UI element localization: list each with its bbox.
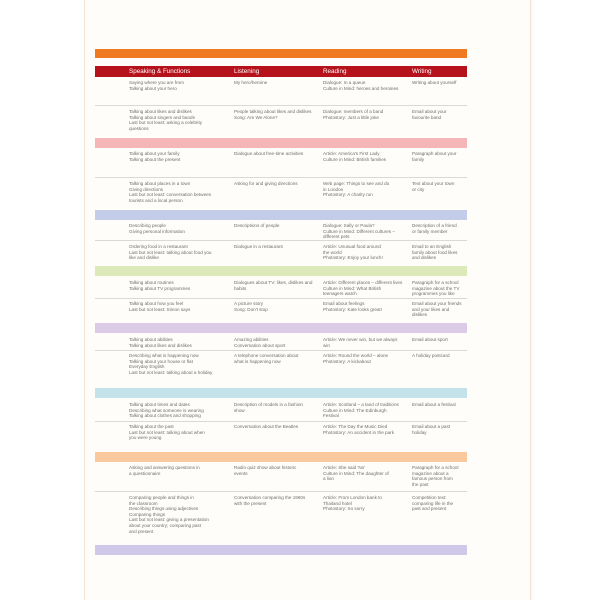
speaking-cell <box>129 244 229 261</box>
reading-cell <box>323 223 407 240</box>
listening-cell <box>234 495 320 506</box>
writing-cell <box>412 223 470 234</box>
cell-line: Article: From London bank to <box>323 495 382 500</box>
cell-line: Dialogues about TV: likes, dislikes and <box>234 280 313 285</box>
cell-line: a questionnaire <box>129 470 161 476</box>
cell-line: Talking about abilities <box>129 337 173 342</box>
reading-cell <box>323 402 407 419</box>
cell-line: and present <box>129 528 154 534</box>
cell-line: events <box>234 470 248 476</box>
cell-line: Paragraph for a school <box>412 465 459 470</box>
listening-cell <box>234 465 320 476</box>
cell-line: Festival <box>323 413 339 419</box>
cell-line: teenagers watch <box>323 291 357 297</box>
unit-divider-band <box>95 138 467 148</box>
cell-line: about your country; comparing past <box>129 522 202 528</box>
cell-line: Paragraph for a school <box>412 280 459 285</box>
speaking-cell <box>129 495 229 534</box>
cell-line: People talking about likes and dislikes <box>234 109 312 114</box>
reading-cell <box>323 353 407 364</box>
cell-line: you were young <box>129 435 162 441</box>
cell-line: Last but not least: Simon says <box>129 306 191 312</box>
cell-line: and your likes and <box>412 306 450 312</box>
cell-line: family <box>412 156 424 162</box>
cell-line: magazine about the TV <box>412 285 460 291</box>
listening-cell <box>234 181 320 187</box>
cell-line: the world <box>323 249 342 255</box>
cell-line: Email about your <box>412 109 447 114</box>
speaking-cell <box>129 337 229 348</box>
cell-line: Writing about yourself <box>412 80 457 85</box>
cell-line: Photostory: Just a little joke <box>323 114 379 120</box>
speaking-cell <box>129 465 229 476</box>
cell-line: with the present <box>234 500 267 506</box>
speaking-cell <box>129 109 229 131</box>
speaking-cell <box>129 301 229 312</box>
cell-line: like and dislike <box>129 255 159 261</box>
row-separator <box>95 491 467 492</box>
cell-line: Photostory: A charity run <box>323 192 373 198</box>
cell-line: Giving directions <box>129 186 163 192</box>
cell-line: Article: Round the world – alone <box>323 353 389 358</box>
reading-cell <box>323 80 407 91</box>
reading-cell <box>323 280 407 297</box>
writing-cell <box>412 181 470 192</box>
cell-line: Article: The Day the Music Died <box>323 424 388 429</box>
cell-line: Asking for and giving directions <box>234 181 298 186</box>
cell-line: habits <box>234 285 247 291</box>
cell-line: Thailand hotel <box>323 500 352 506</box>
cell-line: Talking about the past <box>129 424 174 429</box>
unit-divider-band <box>95 452 467 462</box>
cell-line: Description of a friend <box>412 223 457 228</box>
cell-line: A telephone conversation about <box>234 353 299 358</box>
cell-line: Photostory: A kickabout <box>323 358 371 364</box>
cell-line: Email about feelings <box>323 301 365 306</box>
cell-line: or city <box>412 186 425 192</box>
cell-line: My hero/heroine <box>234 80 268 85</box>
cell-line: Radio quiz show about historic <box>234 465 297 470</box>
speaking-cell <box>129 80 229 91</box>
cell-line: Comparing people and things in <box>129 495 194 500</box>
speaking-cell <box>129 181 229 203</box>
cell-line: Talking about how you feel <box>129 301 184 306</box>
writing-cell <box>412 424 470 435</box>
cell-line: Description of models in a fashion <box>234 402 303 407</box>
cell-line: programmes you like <box>412 291 455 297</box>
cell-line: Describing what is happening now <box>129 353 199 358</box>
speaking-cell <box>129 280 229 291</box>
textbook-page <box>85 0 530 600</box>
listening-cell <box>234 353 320 364</box>
cell-line: Email about a past <box>412 424 451 429</box>
row-separator <box>95 421 467 422</box>
cell-line: magazine about a <box>412 470 449 476</box>
cell-line: Article: Scotland – a land of traditions <box>323 402 399 407</box>
cell-line: the past <box>412 481 429 487</box>
cell-line: family about food likes <box>412 249 458 255</box>
cell-line: Descriptions of people <box>234 223 280 228</box>
cell-line: Web page: Things to see and do <box>323 181 390 186</box>
cell-line: Asking and answering questions in <box>129 465 200 470</box>
speaking-cell <box>129 151 229 162</box>
reading-cell <box>323 301 407 312</box>
listening-cell <box>234 151 320 157</box>
cell-line: what is happening now <box>234 358 281 364</box>
cell-line: show <box>234 407 245 413</box>
cell-line: Culture in Mind: The daughter of <box>323 470 389 476</box>
cell-line: Culture in Mind: Different cultures – <box>323 228 395 234</box>
header-listening: Listening <box>234 68 260 75</box>
listening-cell <box>234 337 320 348</box>
cell-line: Talking about clothes and shopping <box>129 413 201 419</box>
cell-line: Describing things using adjectives <box>129 506 199 512</box>
cell-line: Last but not least: talking about a holiday <box>129 369 213 375</box>
writing-cell <box>412 151 470 162</box>
listening-cell <box>234 223 320 229</box>
row-separator <box>95 298 467 299</box>
writing-cell <box>412 337 470 343</box>
cell-line: Giving personal information <box>129 228 185 234</box>
cell-line: Amazing abilities <box>234 337 269 342</box>
cell-line: Article: She said 'No' <box>323 465 366 470</box>
cell-line: or family member <box>412 228 448 234</box>
cell-line: in London <box>323 186 344 192</box>
listening-cell <box>234 109 320 120</box>
orange-top-band <box>95 49 467 58</box>
cell-line: Dialogue: members of a band <box>323 109 384 114</box>
row-separator <box>95 105 467 106</box>
cell-line: Talking about the present <box>129 156 181 162</box>
cell-line: comparing life in the <box>412 500 454 506</box>
cell-line: past and present <box>412 506 447 512</box>
reading-cell <box>323 337 407 348</box>
cell-line: dislikes <box>412 312 428 318</box>
cell-line: Saying where you are from <box>129 80 184 85</box>
cell-line: Last but not least: giving a presentation <box>129 517 209 523</box>
cell-line: Talking about places in a town <box>129 181 191 186</box>
writing-cell <box>412 495 470 512</box>
cell-line: Article: America's First Lady <box>323 151 380 156</box>
cell-line: Last but not least: asking a celebrity <box>129 120 203 126</box>
header-speaking-functions: Speaking & Functions <box>129 68 191 75</box>
cell-line: Talking about singers and bands <box>129 114 195 120</box>
cell-line: Talking about your hero <box>129 85 177 91</box>
writing-cell <box>412 353 470 359</box>
cell-line: questions <box>129 125 149 131</box>
unit-divider-band <box>95 210 467 220</box>
cell-line: Song: Are We Alone? <box>234 114 278 120</box>
cell-line: Photostory: So sorry <box>323 506 365 512</box>
cell-line: Everyday English <box>129 364 165 370</box>
cell-line: famous person from <box>412 476 453 482</box>
cell-line: holiday <box>412 429 427 435</box>
reading-cell <box>323 244 407 261</box>
cell-line: Comparing things <box>129 511 166 517</box>
cell-line: Last but not least: conversation between <box>129 192 212 198</box>
writing-cell <box>412 465 470 487</box>
cell-line: win <box>323 342 330 348</box>
speaking-cell <box>129 424 229 441</box>
cell-line: Talking about your house or flat <box>129 358 193 364</box>
reading-cell <box>323 465 407 482</box>
cell-line: the classroom <box>129 500 158 506</box>
cell-line: a lion <box>323 476 334 482</box>
cell-line: Email about a festival <box>412 402 456 407</box>
cell-line: Conversation about the Beatles <box>234 424 299 429</box>
cell-line: Text about your town <box>412 181 455 186</box>
row-separator <box>95 240 467 241</box>
reading-cell <box>323 495 407 512</box>
unit-divider-band <box>95 388 467 398</box>
table-header-row <box>95 66 467 77</box>
listening-cell <box>234 280 320 291</box>
cell-line: Talking about routines <box>129 280 174 285</box>
cell-line: Photostory: Enjoy your lunch! <box>323 255 383 261</box>
cell-line: Talking about likes and dislikes <box>129 342 192 348</box>
cell-line: Photostory: Kate looks great! <box>323 306 382 312</box>
cell-line: Dialogue about free-time activities <box>234 151 304 156</box>
cell-line: A holiday postcard <box>412 353 450 358</box>
writing-cell <box>412 244 470 261</box>
cell-line: Article: Different places – different lives <box>323 280 403 285</box>
listening-cell <box>234 244 320 250</box>
cell-line: Describing people <box>129 223 166 228</box>
reading-cell <box>323 109 407 120</box>
listening-cell <box>234 402 320 413</box>
unit-divider-band <box>95 323 467 333</box>
speaking-cell <box>129 223 229 234</box>
unit-divider-band <box>95 266 467 276</box>
cell-line: Last but not least: talking about when <box>129 429 205 435</box>
row-separator <box>95 177 467 178</box>
cell-line: Conversation about sport <box>234 342 286 348</box>
writing-cell <box>412 80 470 86</box>
reading-cell <box>323 181 407 198</box>
writing-cell <box>412 109 470 120</box>
cell-line: Describing what someone is wearing <box>129 407 204 413</box>
cell-line: Email to an English <box>412 244 452 249</box>
cell-line: Talking about likes and dislikes <box>129 109 192 114</box>
cell-line: A picture story <box>234 301 264 306</box>
cell-line: Talking about your family <box>129 151 180 156</box>
header-reading: Reading <box>323 68 347 75</box>
cell-line: Dialogue in a restaurant <box>234 244 283 249</box>
cell-line: Conversation comparing the 1960s <box>234 495 306 500</box>
cell-line: Culture in Mind: British families <box>323 156 387 162</box>
cell-line: Dialogue: Sally or Paula? <box>323 223 375 228</box>
speaking-cell <box>129 402 229 419</box>
listening-cell <box>234 301 320 312</box>
cell-line: Competition text: <box>412 495 447 500</box>
cell-line: Article: We never win, but we always <box>323 337 398 342</box>
cell-line: Last but not least: talking about food you <box>129 249 212 255</box>
cell-line: and dislikes <box>412 255 437 261</box>
cell-line: Email about your friends <box>412 301 462 306</box>
cell-line: different pets <box>323 234 350 240</box>
writing-cell <box>412 301 470 318</box>
unit-divider-band <box>95 545 467 555</box>
reading-cell <box>323 424 407 435</box>
cell-line: Culture in Mind: The Edinburgh <box>323 407 387 413</box>
reading-cell <box>323 151 407 162</box>
row-separator <box>95 350 467 351</box>
header-writing: Writing <box>412 68 432 75</box>
cell-line: Culture in Mind: heroes and heroines <box>323 85 399 91</box>
listening-cell <box>234 424 320 430</box>
writing-cell <box>412 402 470 408</box>
listening-cell <box>234 80 320 86</box>
speaking-cell <box>129 353 229 375</box>
cell-line: Email about sport <box>412 337 448 342</box>
writing-cell <box>412 280 470 297</box>
cell-line: Paragraph about your <box>412 151 457 156</box>
cell-line: favourite band <box>412 114 442 120</box>
cell-line: Article: Unusual food around <box>323 244 381 249</box>
cell-line: Song: Don't stop <box>234 306 268 312</box>
cell-line: Talking about TV programmes <box>129 285 191 291</box>
cell-line: Photostory: An accident in the park <box>323 429 394 435</box>
cell-line: Talking about times and dates <box>129 402 190 407</box>
cell-line: Dialogue: In a queue <box>323 80 366 85</box>
cell-line: Culture in Mind: What British <box>323 285 382 291</box>
cell-line: tourists and a local person <box>129 197 183 203</box>
cell-line: Ordering food in a restaurant <box>129 244 188 249</box>
